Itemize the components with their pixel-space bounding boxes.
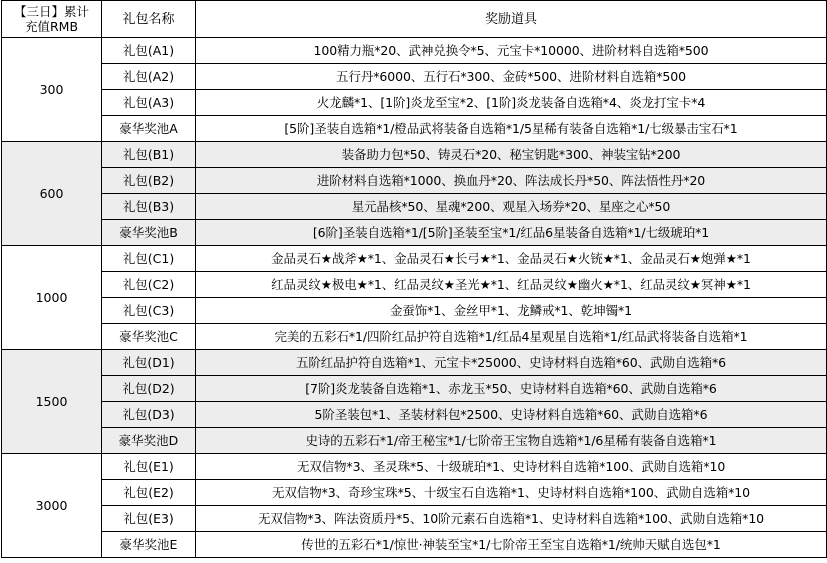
pack-name: 礼包(C3) [102, 298, 196, 324]
table-row [2, 272, 827, 298]
pack-name: 礼包(B1) [102, 142, 196, 168]
table-row [2, 246, 827, 272]
header-tier-line2: 充值RMB [24, 19, 79, 34]
pack-name: 豪华奖池A [102, 116, 196, 142]
tier-amount: 3000 [2, 454, 102, 558]
reward-items: 无双信物*3、阵法资质丹*5、10阶元素石自选箱*1、史诗材料自选箱*100、武勋自选箱*10 [196, 506, 827, 532]
table-row [2, 220, 827, 246]
pack-name: 礼包(E3) [102, 506, 196, 532]
table-row [2, 116, 827, 142]
reward-items: 红品灵纹★极电★*1、红品灵纹★圣光★*1、红品灵纹★幽火★*1、红品灵纹★冥神★*1 [196, 272, 827, 298]
table-row [2, 402, 827, 428]
pack-name: 礼包(B2) [102, 168, 196, 194]
table-row [2, 168, 827, 194]
pack-name: 豪华奖池D [102, 428, 196, 454]
pack-name: 豪华奖池B [102, 220, 196, 246]
reward-items: 进阶材料自选箱*1000、换血丹*20、阵法成长丹*50、阵法悟性丹*20 [196, 168, 827, 194]
table-row [2, 506, 827, 532]
pack-name: 礼包(C2) [102, 272, 196, 298]
pack-name: 礼包(A2) [102, 64, 196, 90]
reward-items: 完美的五彩石*1/四阶红品护符自选箱*1/红品4星观星自选箱*1/红品武将装备自选箱*1 [196, 324, 827, 350]
reward-items: [6阶]圣装自选箱*1/[5阶]圣装至宝*1/红品6星装备自选箱*1/七级琥珀*1 [196, 220, 827, 246]
tier-amount: 600 [2, 142, 102, 246]
reward-items: [5阶]圣装自选箱*1/橙品武将装备自选箱*1/5星稀有装备自选箱*1/七级暴击宝石*1 [196, 116, 827, 142]
table-row [2, 376, 827, 402]
table-row [2, 454, 827, 480]
reward-items: 金品灵石★战斧★*1、金品灵石★长弓★*1、金品灵石★火铳★*1、金品灵石★炮弹★*1 [196, 246, 827, 272]
tier-amount: 300 [2, 38, 102, 142]
header-pack: 礼包名称 [102, 1, 196, 38]
table-row [2, 142, 827, 168]
pack-name: 礼包(E2) [102, 480, 196, 506]
reward-items: 金蚕饰*1、金丝甲*1、龙鳞戒*1、乾坤镯*1 [196, 298, 827, 324]
table-row [2, 532, 827, 558]
reward-table [1, 0, 827, 558]
table-row [2, 194, 827, 220]
header-tier-line1: 【三日】累计 [13, 4, 89, 19]
table-row [2, 324, 827, 350]
reward-items: 5阶圣装包*1、圣装材料包*2500、史诗材料自选箱*60、武勋自选箱*6 [196, 402, 827, 428]
reward-items: 传世的五彩石*1/惊世·神装至宝*1/七阶帝王至宝自选箱*1/统帅天赋自选包*1 [196, 532, 827, 558]
header-row [2, 1, 827, 38]
header-tier [2, 1, 102, 38]
header-items: 奖励道具 [196, 1, 827, 38]
pack-name: 礼包(A3) [102, 90, 196, 116]
reward-items: 五行丹*6000、五行石*300、金砖*500、进阶材料自选箱*500 [196, 64, 827, 90]
pack-name: 礼包(A1) [102, 38, 196, 64]
tier-amount: 1000 [2, 246, 102, 350]
reward-items: 无双信物*3、圣灵珠*5、十级琥珀*1、史诗材料自选箱*100、武勋自选箱*10 [196, 454, 827, 480]
table-row [2, 350, 827, 376]
reward-items: 装备助力包*50、铸灵石*20、秘宝钥匙*300、神装宝钻*200 [196, 142, 827, 168]
reward-items: [7阶]炎龙装备自选箱*1、赤龙玉*50、史诗材料自选箱*60、武勋自选箱*6 [196, 376, 827, 402]
pack-name: 礼包(C1) [102, 246, 196, 272]
reward-items: 无双信物*3、奇珍宝珠*5、十级宝石自选箱*1、史诗材料自选箱*100、武勋自选箱*10 [196, 480, 827, 506]
pack-name: 豪华奖池E [102, 532, 196, 558]
pack-name: 豪华奖池C [102, 324, 196, 350]
table-row [2, 64, 827, 90]
pack-name: 礼包(D1) [102, 350, 196, 376]
pack-name: 礼包(E1) [102, 454, 196, 480]
reward-items: 星元晶核*50、星魂*200、观星入场券*20、星座之心*50 [196, 194, 827, 220]
table-row [2, 428, 827, 454]
pack-name: 礼包(D2) [102, 376, 196, 402]
table-row [2, 298, 827, 324]
tier-amount: 1500 [2, 350, 102, 454]
pack-name: 礼包(B3) [102, 194, 196, 220]
reward-items: 100精力瓶*20、武神兑换令*5、元宝卡*10000、进阶材料自选箱*500 [196, 38, 827, 64]
reward-items: 史诗的五彩石*1/帝王秘宝*1/七阶帝王宝物自选箱*1/6星稀有装备自选箱*1 [196, 428, 827, 454]
pack-name: 礼包(D3) [102, 402, 196, 428]
reward-items: 五阶红品护符自选箱*1、元宝卡*25000、史诗材料自选箱*60、武勋自选箱*6 [196, 350, 827, 376]
table-row [2, 480, 827, 506]
reward-items: 火龙麟*1、[1阶]炎龙至宝*2、[1阶]炎龙装备自选箱*4、炎龙打宝卡*4 [196, 90, 827, 116]
table-row [2, 90, 827, 116]
table-row [2, 38, 827, 64]
